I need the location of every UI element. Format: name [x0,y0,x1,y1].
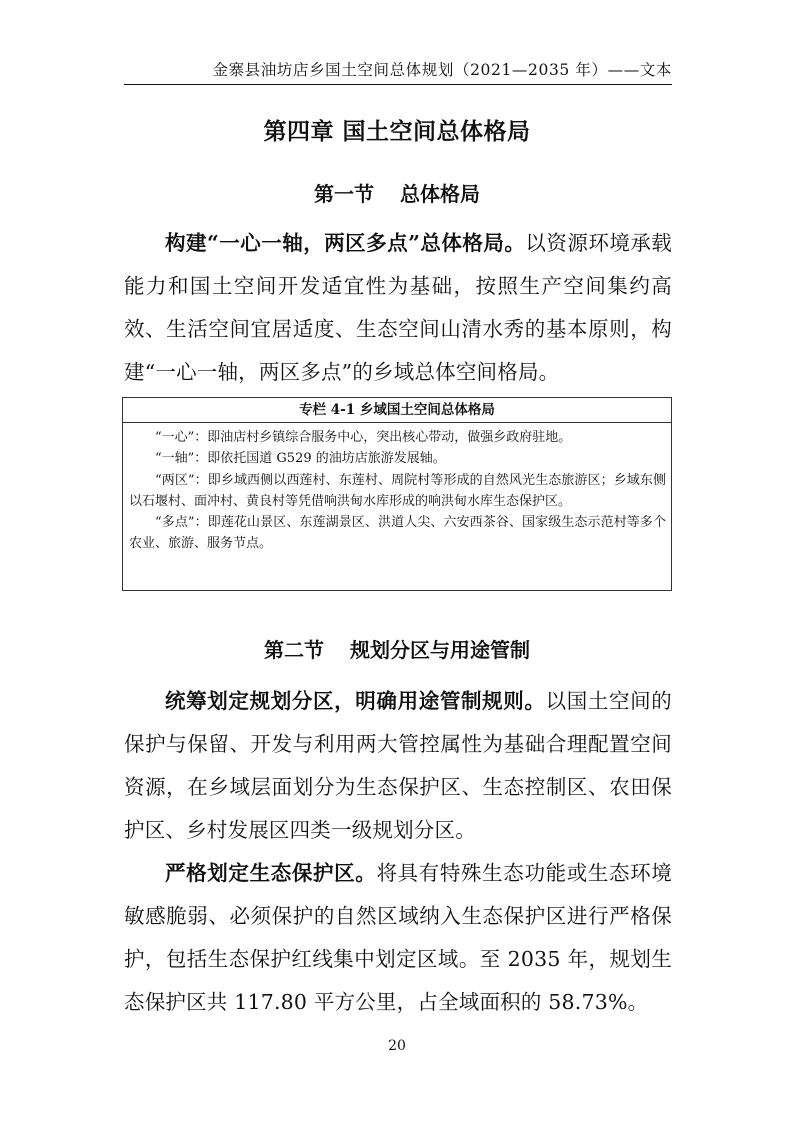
section-number: 第一节 [314,182,374,206]
paragraph-body: 以国土空间的保护与保留、开发与利用两大管控属性为基础合理配置空间资源，在乡域层面划分为生态保护区、生态控制区、农田保护区、乡村发展区四类一级规划分区。 [124,689,672,842]
paragraph-lead: 构建“一心一轴，两区多点”总体格局。 [165,231,526,255]
info-box-title: 专栏 4-1 乡域国土空间总体格局 [123,398,671,423]
running-header: 金寨县油坊店乡国土空间总体规划（2021—2035 年）——文本 [212,61,672,79]
info-box-item: “一心”：即油店村乡镇综合服务中心，突出核心带动，做强乡政府驻地。 [155,430,572,445]
chapter-title: 第四章 国土空间总体格局 [263,119,531,145]
section-number: 第二节 [264,638,324,662]
info-box [122,397,672,591]
paragraph-body: 以资源环境承载能力和国土空间开发适宜性为基础，按照生产空间集约高效、生活空间宜居适度、生态空间山清水秀的基本原则，构建“一心一轴，两区多点”的乡域总体空间格局。 [124,231,673,384]
section-heading-2 [0,634,794,663]
info-box-item: “一轴”：即依托国道 G529 的油坊店旅游发展轴。 [155,451,446,467]
section-title: 总体格局 [400,182,480,206]
header-rule [124,84,672,85]
section-heading-1 [0,178,794,207]
paragraph-body: 将具有特殊生态功能或生态环境敏感脆弱、必须保护的自然区域纳入生态保护区进行严格保护，包括生态保护红线集中划定区域。至 2035 年，规划生态保护区共 117.80 平方公里，占全域面积的 58.73%。 [124,861,672,1014]
info-box-item: “两区”：即乡域西侧以西莲村、东莲村、周院村等形成的自然风光生态旅游区；乡域东侧以石堰村、面冲村、黄良村等凭借响洪甸水库形成的响洪甸水库生态保护区。 [129,472,666,509]
paragraph-ecological [124,852,672,1024]
info-box-item: “多点”：即莲花山景区、东莲湖景区、洪道人尖、六安西茶谷、国家级生态示范村等多个农业、旅游、服务节点。 [129,515,666,552]
section-title: 规划分区与用途管制 [350,638,530,662]
paragraph-lead: 统筹划定规划分区，明确用途管制规则。 [165,689,546,713]
paragraph-zoning [124,680,672,852]
paragraph-lead: 严格划定生态保护区。 [165,861,377,885]
info-box-body [123,423,671,555]
paragraph-layout [124,222,672,394]
page-number: 20 [388,1038,406,1054]
